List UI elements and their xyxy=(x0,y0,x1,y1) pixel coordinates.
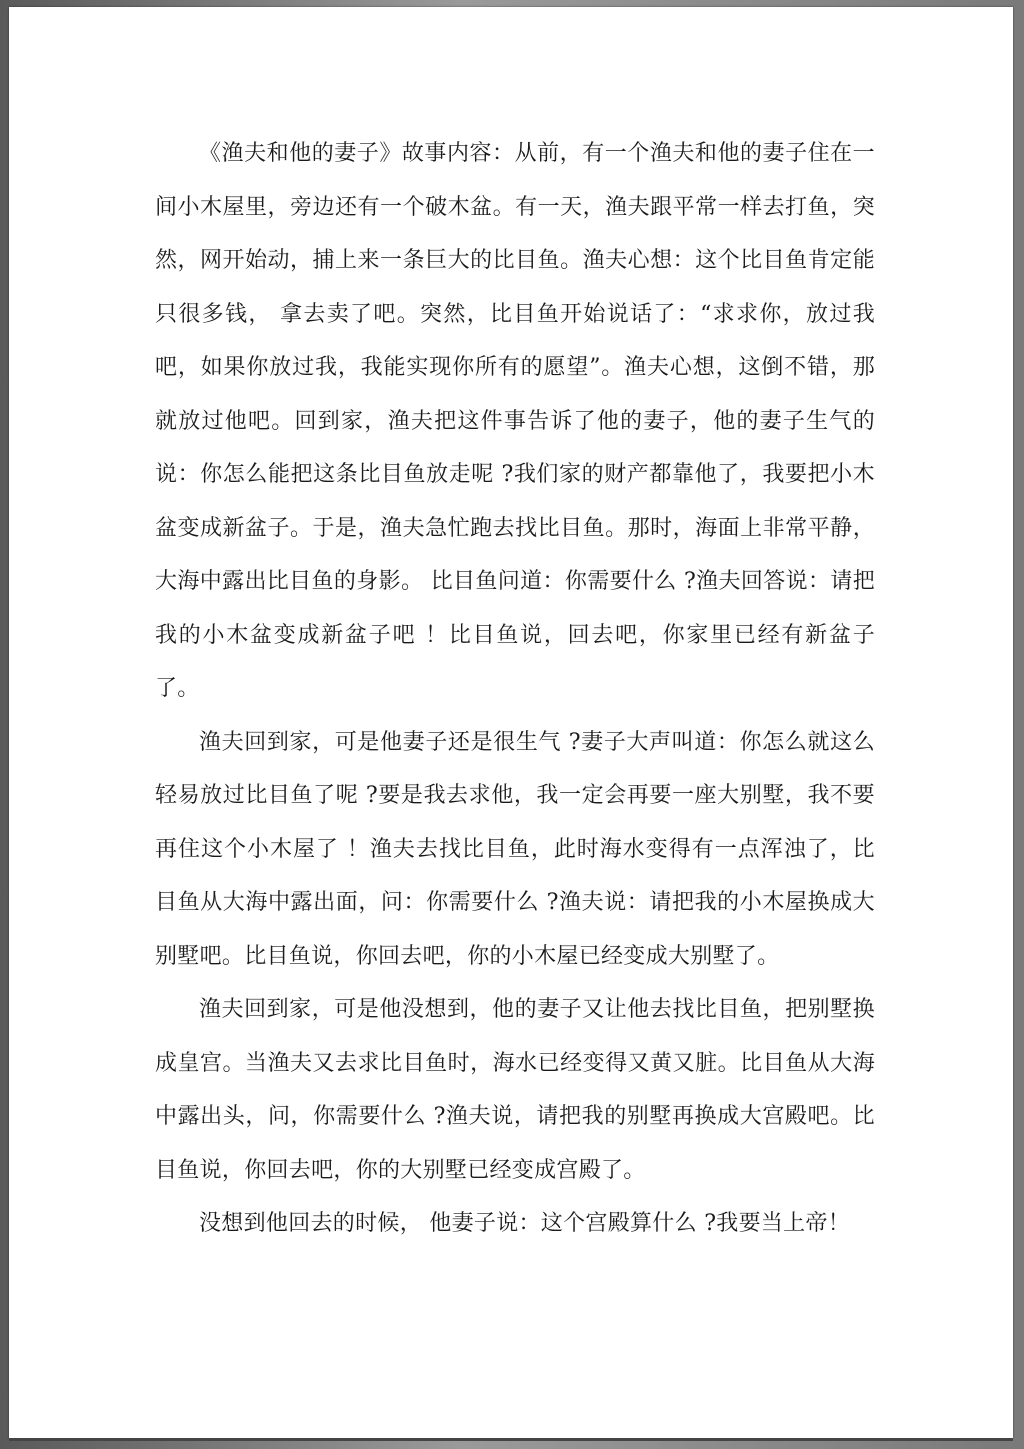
paragraph-4: 没想到他回去的时候， 他妻子说：这个宫殿算什么 ?我要当上帝！ xyxy=(199,1211,851,1236)
body-text xyxy=(155,127,875,1251)
paragraph-2: 渔夫回到家，可是他妻子还是很生气 ?妻子大声叫道：你怎么就这么轻易放过比目鱼了呢 ?要是我去求他，我一定会再要一座大别墅，我不要再住这个小木屋了 ！渔夫去找比目鱼，此时海水变得有一点浑浊了，比目鱼从大海中露出面，问：你需要什么 ?渔夫说：请把我的小木屋换成大别墅吧。比目鱼说，你回去吧，你的小木屋已经变成大别墅了。 xyxy=(155,729,875,969)
paragraph-3: 渔夫回到家，可是他没想到，他的妻子又让他去找比目鱼，把别墅换成皇宫。当渔夫又去求比目鱼时，海水已经变得又黄又脏。比目鱼从大海中露出头，问，你需要什么 ?渔夫说，请把我的别墅再换成大宫殿吧。比目鱼说，你回去吧，你的大别墅已经变成宫殿了。 xyxy=(155,997,875,1183)
paragraph-1: 《渔夫和他的妻子》故事内容：从前，有一个渔夫和他的妻子住在一间小木屋里，旁边还有一个破木盆。有一天，渔夫跟平常一样去打鱼，突然，网开始动，捕上来一条巨大的比目鱼。渔夫心想：这个比目鱼肯定能只很多钱， 拿去卖了吧。突然，比目鱼开始说话了：“求求你，放过我吧，如果你放过我，我能实现你所有的愿望”。渔夫心想，这倒不错，那就放过他吧。回到家，渔夫把这件事告诉了他的妻子，他的妻子生气的说：你怎么能把这条比目鱼放走呢 ?我们家的财产都靠他了，我要把小木盆变成新盆子。于是，渔夫急忙跑去找比目鱼。那时，海面上非常平静， 大海中露出比目鱼的身影。 比目鱼问道：你需要什么 ?渔夫回答说：请把我的小木盆变成新盆子吧 ！比目鱼说，回去吧，你家里已经有新盆子了。 xyxy=(155,141,875,701)
document-page xyxy=(9,7,1013,1438)
